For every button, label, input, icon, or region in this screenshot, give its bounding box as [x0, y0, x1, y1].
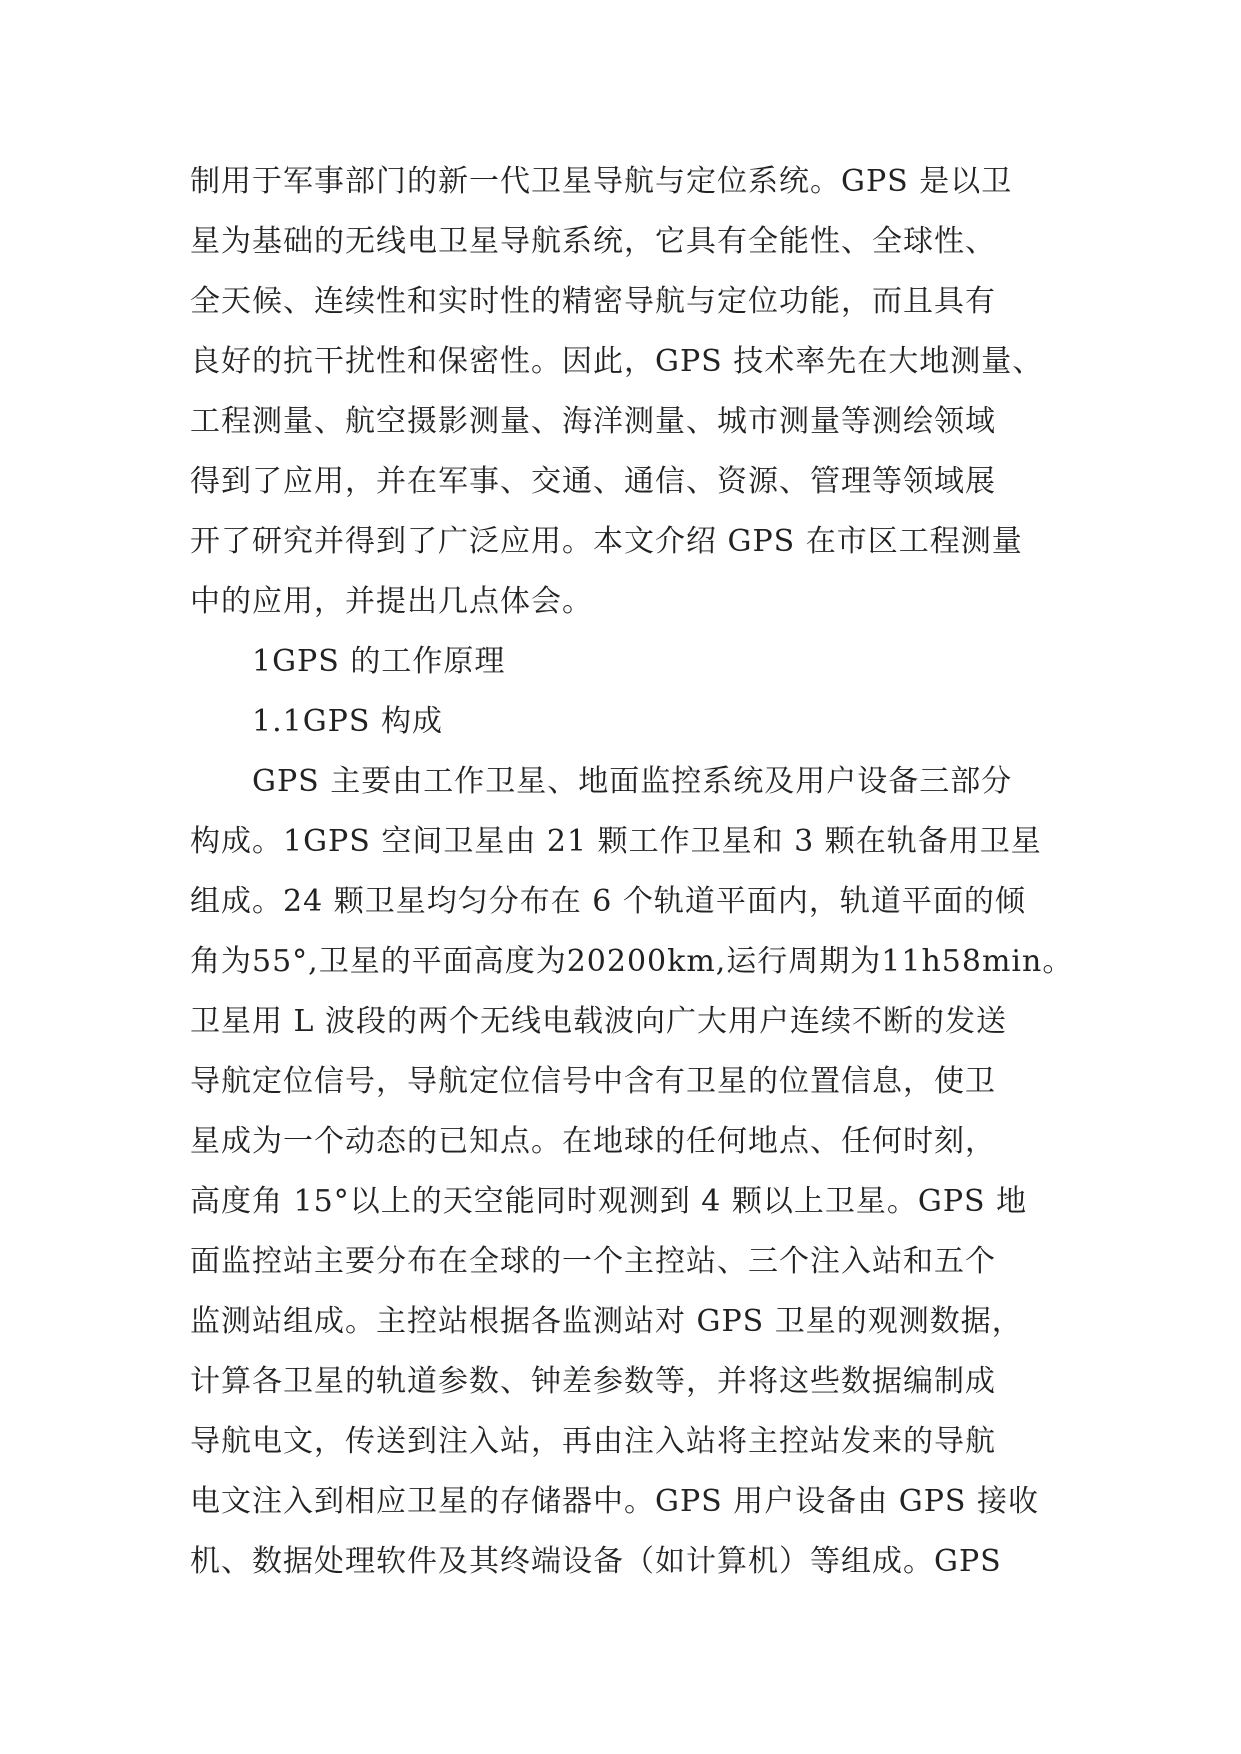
body-text-line: 开了研究并得到了广泛应用。本文介绍 GPS 在市区工程测量 [190, 524, 1023, 559]
body-text-line: 中的应用，并提出几点体会。 [190, 584, 593, 619]
body-text-line: 工程测量、航空摄影测量、海洋测量、城市测量等测绘领域 [190, 404, 996, 439]
body-text-line: 计算各卫星的轨道参数、钟差参数等，并将这些数据编制成 [190, 1364, 996, 1399]
body-text-line: 机、数据处理软件及其终端设备（如计算机）等组成。GPS [190, 1544, 1002, 1579]
body-text-line: 组成。24 颗卫星均匀分布在 6 个轨道平面内，轨道平面的倾 [190, 884, 1026, 919]
body-text-line: 卫星用 L 波段的两个无线电载波向广大用户连续不断的发送 [190, 1004, 1007, 1039]
body-text-line: 全天候、连续性和实时性的精密导航与定位功能，而且具有 [190, 284, 996, 319]
body-text-line: 导航定位信号，导航定位信号中含有卫星的位置信息，使卫 [190, 1064, 996, 1099]
body-text-line: 电文注入到相应卫星的存储器中。GPS 用户设备由 GPS 接收 [190, 1484, 1040, 1519]
body-text-line: 得到了应用，并在军事、交通、通信、资源、管理等领域展 [190, 464, 996, 499]
body-text-line: 面监控站主要分布在全球的一个主控站、三个注入站和五个 [190, 1244, 996, 1279]
body-text-line: 监测站组成。主控站根据各监测站对 GPS 卫星的观测数据， [190, 1304, 1023, 1339]
body-text-line: GPS 主要由工作卫星、地面监控系统及用户设备三部分 [252, 764, 1013, 799]
body-text-line: 星为基础的无线电卫星导航系统，它具有全能性、全球性、 [190, 224, 996, 259]
body-text-line: 高度角 15°以上的天空能同时观测到 4 颗以上卫星。GPS 地 [190, 1184, 1028, 1219]
section-heading: 1GPS 的工作原理 [252, 644, 506, 679]
body-text-line: 导航电文，传送到注入站，再由注入站将主控站发来的导航 [190, 1424, 996, 1459]
body-text-line: 角为55°,卫星的平面高度为20200km,运行周期为11h58min。 [190, 944, 1074, 979]
body-text-line: 星成为一个动态的已知点。在地球的任何地点、任何时刻， [190, 1124, 996, 1159]
body-text-line: 良好的抗干扰性和保密性。因此，GPS 技术率先在大地测量、 [190, 344, 1044, 379]
subsection-heading: 1.1GPS 构成 [252, 704, 443, 739]
body-text-line: 制用于军事部门的新一代卫星导航与定位系统。GPS 是以卫 [190, 164, 1013, 199]
body-text-line: 构成。1GPS 空间卫星由 21 颗工作卫星和 3 颗在轨备用卫星 [190, 824, 1042, 859]
